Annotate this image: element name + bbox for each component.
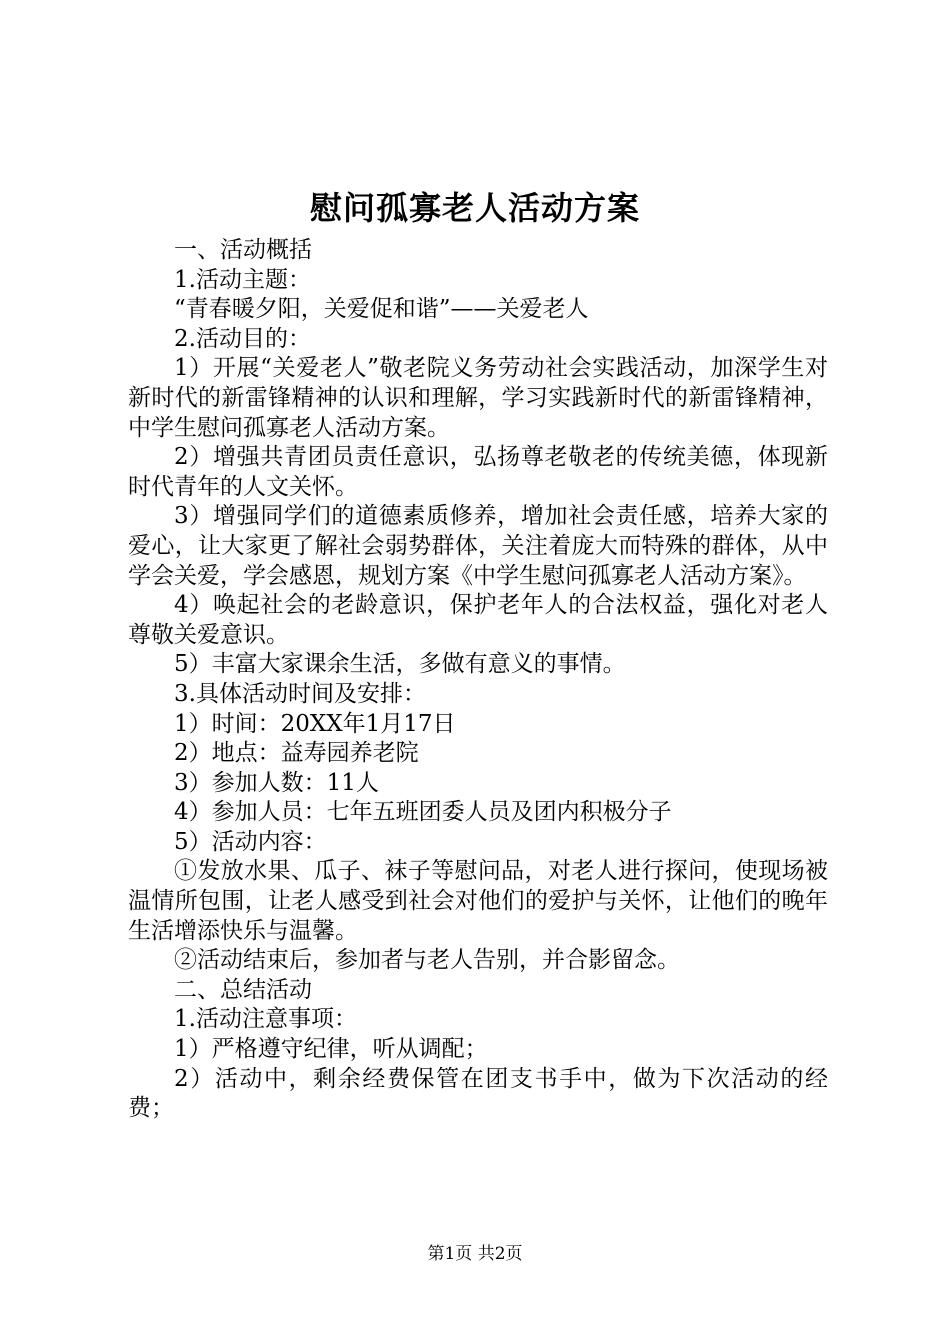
document-body [128, 236, 828, 1124]
list-item: 5）丰富大家课余生活，多做有意义的事情。 [174, 651, 626, 678]
list-item: 1.活动注意事项： [174, 1006, 357, 1033]
list-item: 1）时间：20XX年1月17日 [174, 710, 456, 737]
section-heading-overview: 一、活动概括 [174, 237, 312, 263]
list-item: ②活动结束后，参加者与老人告别，并合影留念。 [174, 947, 680, 974]
page-indicator: 第1页 共2页 [427, 1244, 523, 1264]
list-item: 2）地点：益寿园养老院 [174, 740, 419, 767]
list-item: ①发放水果、瓜子、袜子等慰问品，对老人进行探问，使现场被温情所包围，让老人感受到社会对他们的爱护与关怀，让他们的晚年生活增添快乐与温馨。 [128, 858, 828, 944]
list-item: 4）参加人员：七年五班团委人员及团内积极分子 [174, 799, 672, 826]
list-item: “青春暖夕阳，关爱促和谐”——关爱老人 [174, 296, 589, 323]
section-heading-summary: 二、总结活动 [174, 976, 312, 1003]
list-item: 1）严格遵守纪律，听从调配； [174, 1036, 488, 1063]
list-item: 1）开展“关爱老人”敬老院义务劳动社会实践活动，加深学生对新时代的新雷锋精神的认识和理解，学习实践新时代的新雷锋精神，中学生慰问孤寡老人活动方案。 [128, 355, 828, 441]
list-item: 4）唤起社会的老龄意识，保护老年人的合法权益，强化对老人尊敬关爱意识。 [128, 592, 828, 648]
list-item: 3.具体活动时间及安排： [174, 680, 426, 707]
list-item: 5）活动内容： [174, 828, 327, 855]
list-item: 3）参加人数：11人 [174, 769, 379, 796]
list-item: 2）增强共青团员责任意识，弘扬尊老敬老的传统美德，体现新时代青年的人文关怀。 [128, 444, 828, 500]
list-item: 1.活动主题： [174, 266, 311, 293]
list-item: 3）增强同学们的道德素质修养，增加社会责任感，培养大家的爱心，让大家更了解社会弱势群体，关注着庞大而特殊的群体，从中学会关爱，学会感恩，规划方案《中学生慰问孤寡老人活动方案》。 [128, 503, 828, 589]
page-title: 慰问孤寡老人活动方案 [309, 189, 640, 227]
list-item: 2.活动目的： [174, 325, 311, 352]
list-item: 2）活动中，剩余经费保管在团支书手中，做为下次活动的经费； [128, 1065, 828, 1122]
